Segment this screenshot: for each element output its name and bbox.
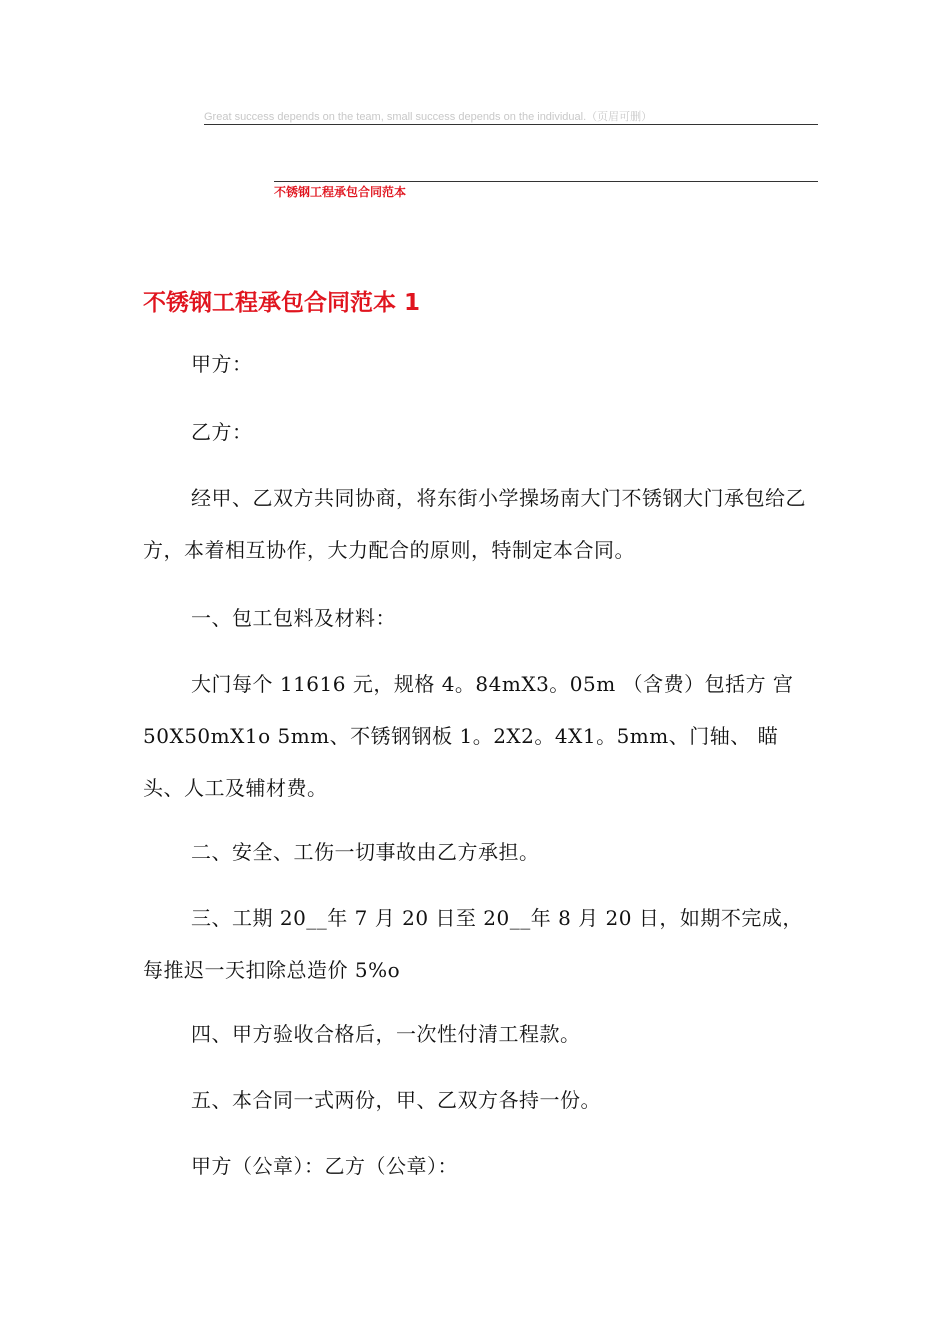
clause-4: 四、甲方验收合格后，一次性付清工程款。 <box>191 1022 581 1046</box>
intro-paragraph: 经甲、乙双方共同协商，将东街小学操场南大门不锈钢大门承包给乙方，本着相互协作，大力配合的原则，特制定本合同。 <box>143 486 806 562</box>
clause-3: 三、工期 20__年 7 月 20 日至 20__年 8 月 20 日，如期不完成，每推迟一天扣除总造价 5%o <box>143 906 803 982</box>
header-doc-name: 不锈钢工程承包合同范本 <box>274 185 407 199</box>
clause-1-body: 大门每个 11616 元，规格 4。84mX3。05m （含费）包括方 宫 50X50mX1o 5mm、不锈钢钢板 1。2X2。4X1。5mm、门轴、 瞄头、人工及辅材费。 <box>143 672 794 800</box>
party-a-line: 甲方： <box>191 352 253 376</box>
clause-1-heading: 一、包工包料及材料： <box>191 606 396 630</box>
party-b-line: 乙方： <box>191 420 253 444</box>
header-tagline: Great success depends on the team, small success depends on the individual.（页眉可删） <box>204 111 653 123</box>
signature-line: 甲方（公章）：乙方（公章）： <box>191 1154 458 1178</box>
clause-5: 五、本合同一式两份，甲、乙双方各持一份。 <box>191 1088 601 1112</box>
header-rule-top <box>204 124 818 125</box>
clause-2: 二、安全、工伤一切事故由乙方承担。 <box>191 840 540 864</box>
document-title: 不锈钢工程承包合同范本 1 <box>143 290 421 316</box>
header-rule-bottom <box>274 181 818 182</box>
